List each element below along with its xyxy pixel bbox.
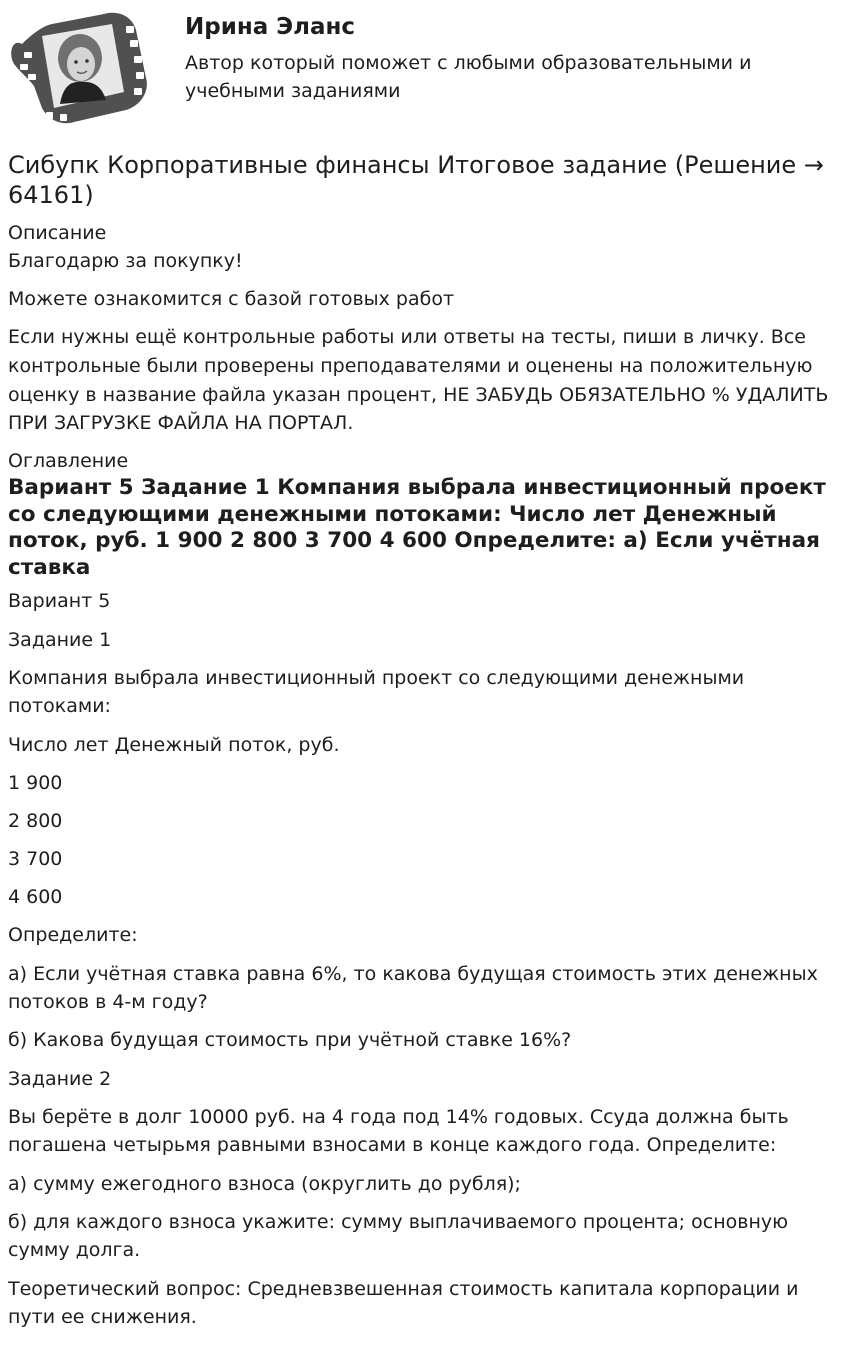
main-content [0,150,847,1332]
body-paragraph: б) Какова будущая стоимость при учётной ставке 16%? [8,1029,572,1052]
body-paragraph: а) Если учётная ставка равна 6%, то какова будущая стоимость этих денежных потоков в 4-м году? [8,962,818,1014]
body-paragraph: 3 700 [8,848,63,871]
author-description: Автор который поможет с любыми образовательными и учебными заданиями [185,52,752,102]
body-paragraph: Вы берёте в долг 10000 руб. на 4 года под 14% годовых. Ссуда должна быть погашена четырьмя равными взносами в конце каждого года. Определите: [8,1105,789,1157]
body-paragraph: Задание 1 [8,628,112,651]
page-title: Сибупк Корпоративные финансы Итоговое задание (Решение → 64161) [8,151,824,209]
body-paragraph: 1 900 [8,771,63,794]
description-paragraph: Если нужны ещё контрольные работы или ответы на тесты, пиши в личку. Все контрольные были проверены преподавателями и оценены на положительную оценку в название файла указан процент, НЕ ЗАБУДЬ ОБЯЗАТЕЛЬНО % УДАЛИТЬ ПРИ ЗАГРУЗКЕ ФАЙЛА НА ПОРТАЛ. [8,326,829,435]
description-paragraph: Благодарю за покупку! [8,250,243,272]
body-paragraph: 4 600 [8,886,63,909]
toc-title: Вариант 5 Задание 1 Компания выбрала инвестиционный проект со следующими денежными потоками: Число лет Денежный поток, руб. 1 900 2 800 3 700 4 600 Определите: а) Если учётная ставка [8,475,826,580]
author-header [0,0,847,132]
body-paragraph: б) для каждого взноса укажите: сумму выплачиваемого процента; основную сумму долга. [8,1210,789,1262]
body-paragraph: Задание 2 [8,1067,112,1090]
task-body [8,587,833,1331]
body-paragraph: 2 800 [8,809,63,832]
body-paragraph: Компания выбрала инвестиционный проект со следующими денежными потоками: [8,666,745,718]
description-section [8,247,833,438]
author-avatar[interactable] [8,8,150,126]
toc-label: Оглавление [8,450,129,473]
description-paragraph: Можете ознакомится с базой готовых работ [8,288,455,311]
body-paragraph: Определите: [8,924,138,947]
body-paragraph: Число лет Денежный поток, руб. [8,733,340,756]
body-paragraph: Теоретический вопрос: Средневзвешенная стоимость капитала корпорации и пути ее снижения. [8,1277,799,1329]
body-paragraph: а) сумму ежегодного взноса (округлить до рубля); [8,1172,521,1195]
author-name[interactable]: Ирина Эланс [185,14,356,40]
description-label: Описание [8,222,107,244]
body-paragraph: Вариант 5 [8,590,111,613]
